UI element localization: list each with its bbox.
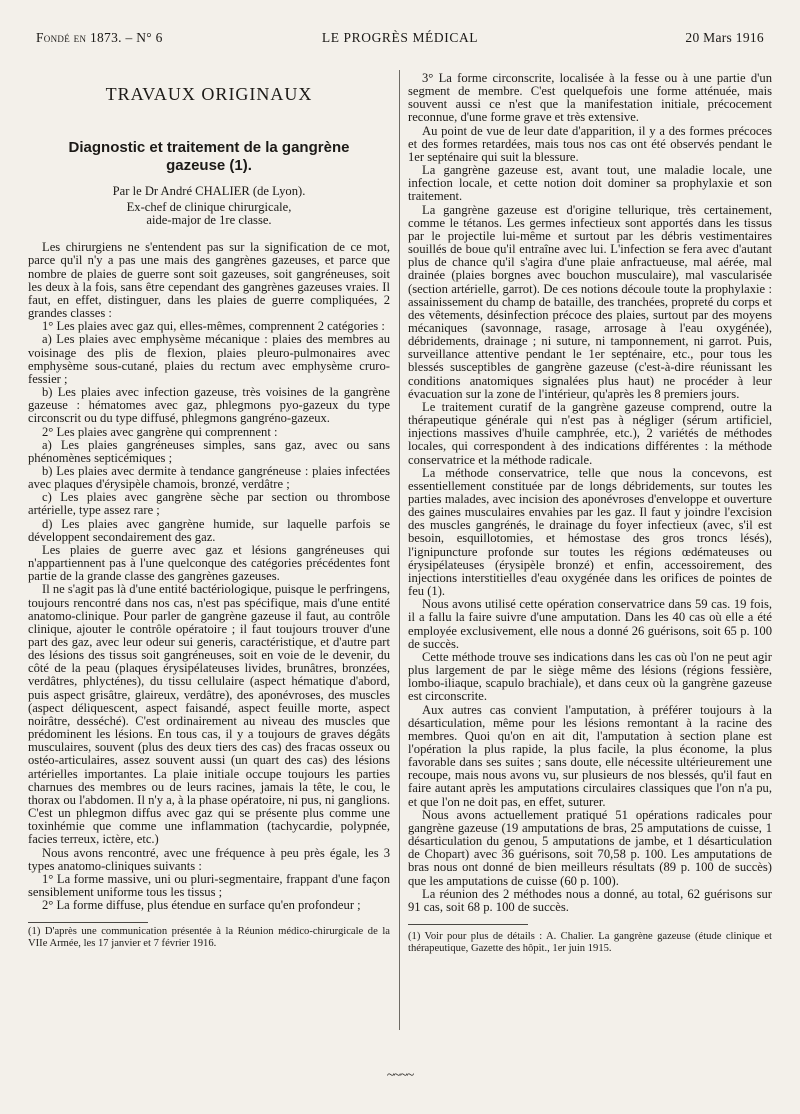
left-column [28, 72, 390, 1057]
footnote-rule [408, 924, 528, 925]
footnote-right: (1) Voir pour plus de détails : A. Chalier. La gangrène gazeuse (étude clinique et thérapeutique, Gazette des hôpit., 1er juin 1915. [408, 931, 772, 954]
paragraph: Nous avons rencontré, avec une fréquence à peu près égale, les 3 types anatomo-cliniques suivants : [28, 845, 390, 873]
paragraph: La méthode conservatrice, telle que nous la concevons, est essentiellement constituée par de longs débridements, sur toutes les parties malades, avec incision des aponévroses d'enveloppe et ouverture des gaines musculaires envahies par les gaz. Il faut y joindre l'excision des muscles gangrénés, le drainage du foyer infectieux (avec, s'il est besoin, esquillotomies, et hémostase des gros troncs lésés), l'ignipuncture profonde sur toutes les régions œdémateuses ou érysipélateuses (érysipèle bronzé) et enfin, accessoirement, des injections interstitielles d'eau oxygénée dans les orifices de pointes de feu (1). [408, 465, 772, 599]
paragraph: Les plaies de guerre avec gaz et lésions gangréneuses qui n'appartiennent pas à l'une quelconque des catégories précédentes font partie de la grande classe des gangrènes gazeuses. [28, 542, 390, 584]
paragraph: c) Les plaies avec gangrène sèche par section ou thrombose artérielle, type assez rare ; [28, 490, 390, 518]
right-column [408, 72, 772, 1057]
article-title-line-1: Diagnostic et traitement de la gangrène [68, 139, 350, 157]
paragraph: Nous avons actuellement pratiqué 51 opérations radicales pour gangrène gazeuse (19 amputations de bras, 25 amputations de cuisse, 1 désarticulation du genou, 5 amputations de jambe, et 1 désarticulation de Chopart) avec 36 guérisons, soit 70,58 p. 100. Les amputations de bras nous ont donné de bien meilleurs résultats (89 p. 100 de succès) que les amputations de cuisse (60 p. 100). [408, 807, 772, 888]
end-ornament: ~~~~ [386, 1068, 414, 1083]
paragraph: Nous avons utilisé cette opération conservatrice dans 59 cas. 19 fois, il a fallu la faire suivre d'une amputation. Dans les 40 cas où elle a été employée exclusivement, elle nous a donné 26 guérisons, soit 65 p. 100 de succès. [408, 597, 772, 651]
paragraph: Aux autres cas convient l'amputation, à préférer toujours à la désarticulation, même pour les lésions remontant à la racine des membres. Quoi qu'on en ait dit, l'amputation à section plane est l'opération la plus rapide, la plus facile, la plus économe, la plus favorable dans ses suites ; sans doute, elle nécessite ultérieurement une recoupe, mais nous avons vu, sur plusieurs de nos blessés, qu'il faut en faire autant après les amputations circulaires classiques que l'on n'a pu, et que l'on ne doit pas, en effet, suturer. [408, 702, 772, 809]
running-head [36, 30, 764, 52]
author-byline: Par le Dr André CHALIER (de Lyon). [112, 184, 306, 199]
paragraph: 1° La forme massive, uni ou pluri-segmentaire, frappant d'une façon sensiblement uniforme tous les tissus ; [28, 871, 390, 899]
paragraph: 1° Les plaies avec gaz qui, elles-mêmes, comprennent 2 catégories : [42, 319, 385, 334]
footnote-left: (1) D'après une communication présentée à la Réunion médico-chirurgicale de la VIIe Armée, les 17 janvier et 7 février 1916. [28, 926, 390, 949]
paragraph: Il ne s'agit pas là d'une entité bactériologique, puisque le perfringens, toujours rencontré dans nos cas, n'est pas spécifique, mais d'une entité anatomo-clinique. Pour parler de gangrène gazeuse il faut, au contrôle clinique, ajouter le contrôle opératoire ; il faut toujours trouver d'une part des gaz, avec leur odeur sui generis, caractéristique, et d'autre part des lésions des tissus soit gangréneuses, soit en voie de le devenir, du côté de la peau (plaques érysipélateuses livides, brunâtres, bronzées, verdâtres, phlycténes), du tissu cellulaire (aspect hématique d'abord, puis aspect grisâtre, glaireux, verdâtre), des aponévroses, des muscles (aspect déliquescent, aspect faisandé, aspect feuille morte, aspect noirâtre, desséché). C'est ordinairement au niveau des muscles que prédominent les lésions. En tous cas, il y a toujours de graves dégâts musculaires, souvent (plus des deux tiers des cas) des fracas osseux ou ostéo-articulaires, assez souvent aussi (un quart des cas) des lésions artérielles importantes. La plaie initiale occupe toujours les parties charnues des membres ou de leurs racines, jamais la tête, le cou, le thorax ou l'abdomen. Il n'y a, à la phase opératoire, ni pus, ni ganglions. C'est un phlegmon diffus avec gaz qui se présente plus comme une toxinhémie que comme une inflammation (tachycardie, polypnée, facies terreux, ictère, etc.) [28, 582, 390, 847]
paragraph: Au point de vue de leur date d'apparition, il y a des formes précoces et des formes retardées, mais tous nos cas ont été observés pendant le 1er septénaire qui suit la blessure. [408, 123, 772, 164]
paragraph: 2° La forme diffuse, plus étendue en surface qu'en profondeur ; [42, 898, 361, 913]
paragraph: b) Les plaies avec infection gazeuse, très voisines de la gangrène gazeuse : hématomes avec gaz, phlegmons pyo-gazeux du type circonscrit ou du type diffusé, phlegmons gangréno-gazeux. [28, 385, 390, 426]
paragraph: La gangrène gazeuse est, avant tout, une maladie locale, une infection locale, et cette notion doit dominer sa prophylaxie et son traitement. [408, 163, 772, 204]
paragraph: a) Les plaies avec emphysème mécanique : plaies des membres au voisinage des plis de flexion, plaies pleuro-pulmonaires avec emphysème sous-cutané, plaies du rectum avec emphysème cruro-fessier ; [28, 332, 390, 386]
paragraph: La réunion des 2 méthodes nous a donné, au total, 62 guérisons sur 91 cas, soit 68 p. 100 de succès. [408, 886, 772, 914]
column-divider [399, 70, 400, 1030]
paragraph: Les chirurgiens ne s'entendent pas sur la signification de ce mot, parce qu'il n'y a pas une mais des gangrènes gazeuses, et parce que nombre de plaies de guerre sont soit gazeuses, soit gangréneuses, soit les deux à la fois, sans être cependant des gangrènes gazeuses vraies. Il faut, en effet, distinguer, dans les plaies de guerre compliquées, 2 grandes classes : [28, 240, 390, 321]
paragraph: a) Les plaies gangréneuses simples, sans gaz, avec ou sans phénomènes septicémiques ; [28, 437, 390, 465]
header-journal-title: LE PROGRÈS MÉDICAL [321, 30, 479, 45]
paragraph: d) Les plaies avec gangrène humide, sur laquelle parfois se développent secondairement des gaz. [28, 516, 390, 544]
paragraph: 3° La forme circonscrite, localisée à la fesse ou à une partie d'un segment de membre. C'est quelquefois une forme atténuée, mais souvent aussi ce n'est que la manifestation initiale, précocement reconnue, d'une forme grave et très extensive. [408, 72, 772, 125]
article-title [28, 139, 390, 175]
article-title-line-2: gazeuse (1). [166, 157, 252, 175]
paragraph: Cette méthode trouve ses indications dans les cas où l'on ne peut agir plus largement de par le siège même des lésions (régions fessière, lombo-iliaque, scapulo brachiale), et dans ceux où la gangrène gazeuse est circonscrite. [408, 649, 772, 704]
affiliation-line-2: aide-major de 1re classe. [146, 213, 272, 228]
paragraph: La gangrène gazeuse est d'origine tellurique, très certainement, comme le tétanos. Les germes infectieux sont apportés dans les tissus par le projectile lui-même et surtout par les débris vestimentaires souillés de boue qu'il entraîne avec lui. L'infection se fera avec d'autant plus de chance qu'il s'agira d'une plaie anfractueuse, mal aérée, mal drainée (plaies borgnes avec bouchon musculaire), mal vascularisée (section artérielle, garrot). De ces notions découle toute la prophylaxie : assainissement du champ de bataille, des tranchées, propreté du corps et des vêtements, désinfection précoce des plaies, surtout par des moyens mécaniques (savonnage, rasage, arrosage à l'eau oxygénée), débridements, drainage ; ni suture, ni tamponnement, ni garrot. Puis, surveillance attentive pendant le 1er septénaire, etc., pour tous les blessés susceptibles de gangrène gazeuse (c'est-à-dire réunissant les conditions anatomiques signalées plus haut) ne procéder à leur évacuation sur la zone de l'intérieur, qu'après les 8 premiers jours. [408, 202, 772, 401]
paragraph: Le traitement curatif de la gangrène gazeuse comprend, outre la thérapeutique générale qui n'est pas à négliger (sérum artificiel, injections massives d'huile camphrée, etc.), 2 variétés de méthodes locales, qui correspondent à des indications différentes : la méthode conservatrice et la méthode radicale. [408, 399, 772, 467]
header-date: 20 Mars 1916 [685, 30, 764, 45]
paragraph: b) Les plaies avec dermite à tendance gangréneuse : plaies infectées avec plaques d'érysipèle chamois, bronzé, verdâtre ; [28, 463, 390, 492]
header-founded-issue: Fondé en 1873. – N° 6 [36, 30, 163, 45]
author-affiliation [28, 201, 390, 227]
affiliation-line-1: Ex-chef de clinique chirurgicale, [126, 200, 292, 215]
paragraph: 2° Les plaies avec gangrène qui comprennent : [42, 424, 278, 439]
section-title: TRAVAUX ORIGINAUX [105, 84, 313, 104]
footnote-rule [28, 922, 148, 923]
